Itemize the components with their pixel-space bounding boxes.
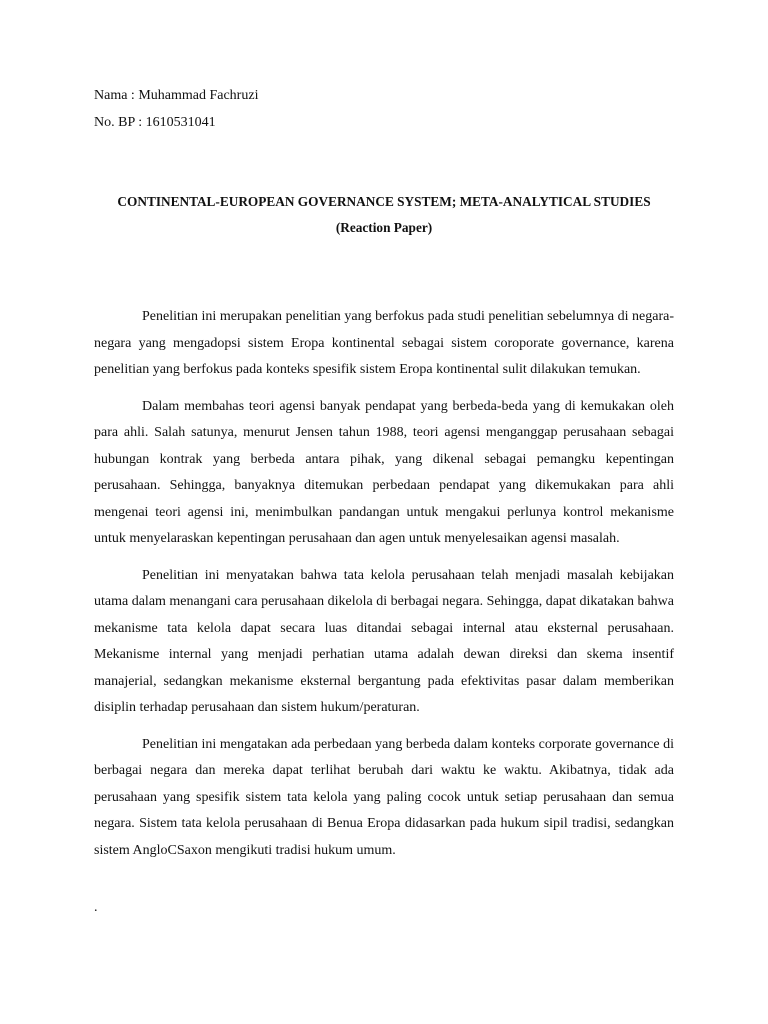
trailing-period: . <box>94 900 98 915</box>
paragraph-1: Penelitian ini merupakan penelitian yang berfokus pada studi penelitian sebelumnya di negara-negara yang mengadopsi sistem Eropa kontinental sebagai sistem coroporate governance, karena penelitian yang berfokus pada konteks spesifik sistem Eropa kontinental sulit dilakukan temukan. <box>94 309 674 377</box>
document-body <box>94 304 674 874</box>
student-number: No. BP : 1610531041 <box>94 115 216 130</box>
paragraph-4: Penelitian ini mengatakan ada perbedaan yang berbeda dalam konteks corporate governance di berbagai negara dan mereka dapat terlihat berubah dari waktu ke waktu. Akibatnya, tidak ada perusahaan yang spesifik sistem tata kelola yang paling cocok untuk setiap perusahaan dan semua negara. Sistem tata kelola perusahaan di Benua Eropa didasarkan pada hukum sipil tradisi, sedangkan sistem AngloCSaxon mengikuti tradisi hukum umum. <box>94 736 674 858</box>
paragraph-2: Dalam membahas teori agensi banyak pendapat yang berbeda-beda yang di kemukakan oleh para ahli. Salah satunya, menurut Jensen tahun 1988, teori agensi menganggap perusahaan sebagai hubungan kontrak yang berbeda antara pihak, yang dikenal sebagai pemangku kepentingan perusahaan. Sehingga, banyaknya ditemukan perbedaan pendapat yang dikemukakan para ahli mengenai teori agensi ini, menimbulkan pandangan untuk mengakui perlunya kontrol mekanisme untuk menyelaraskan kepentingan perusahaan dan agen untuk menyelesaikan agensi masalah. <box>94 398 674 546</box>
paragraph-3: Penelitian ini menyatakan bahwa tata kelola perusahaan telah menjadi masalah kebijakan utama dalam menangani cara perusahaan dikelola di berbagai negara. Sehingga, dapat dikatakan bahwa mekanisme tata kelola dapat secara luas ditandai sebagai internal atau eksternal perusahaan. Mekanisme internal yang menjadi perhatian utama adalah dewan direksi dan skema insentif manajerial, sedangkan mekanisme eksternal bergantung pada efektivitas pasar dalam memberikan disiplin terhadap perusahaan dan sistem hukum/peraturan. <box>94 567 674 715</box>
document-title: CONTINENTAL-EUROPEAN GOVERNANCE SYSTEM; META-ANALYTICAL STUDIES <box>117 194 651 209</box>
author-name: Nama : Muhammad Fachruzi <box>94 88 259 103</box>
document-subtitle: (Reaction Paper) <box>335 220 433 235</box>
